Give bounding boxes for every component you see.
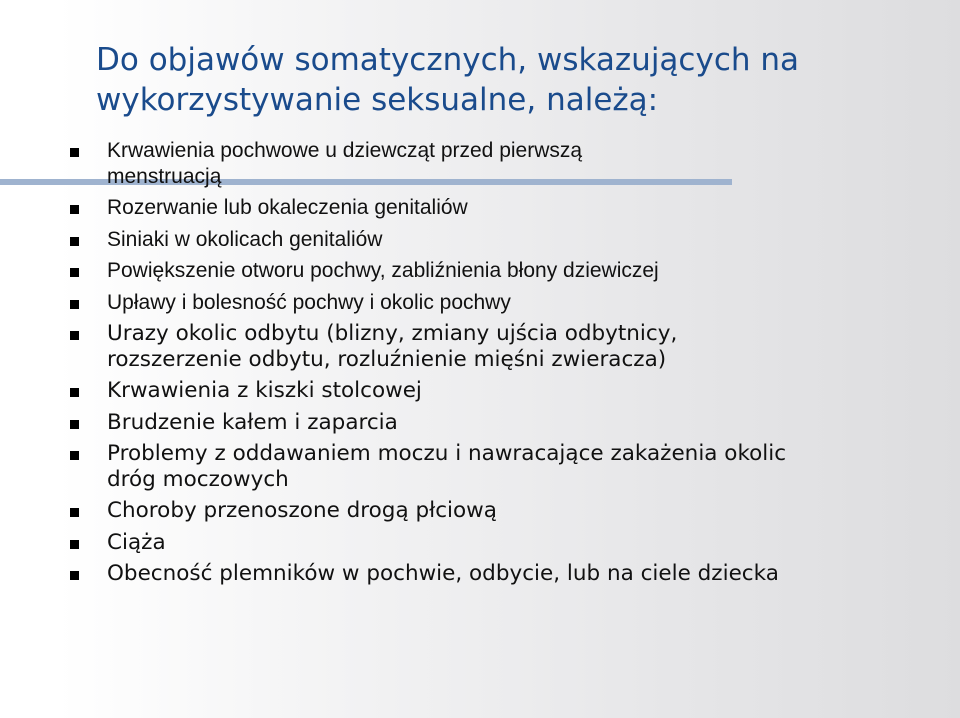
square-bullet-icon bbox=[70, 571, 79, 580]
bullet-item bbox=[70, 138, 930, 189]
slide-title-line-2: wykorzystywanie seksualne, należą: bbox=[96, 82, 659, 118]
bullet-text-line: Powiększenie otworu pochwy, zabliźnienia błony dziewiczej bbox=[107, 259, 659, 282]
bullet-text-line: Krwawienia z kiszki stolcowej bbox=[107, 378, 422, 403]
square-bullet-icon bbox=[70, 237, 79, 246]
bullet-text-line: rozszerzenie odbytu, rozluźnienie mięśni zwieracza) bbox=[107, 346, 667, 372]
bullet-text-line: Ciąża bbox=[107, 529, 166, 555]
bullet-text-line: Obecność plemników w pochwie, odbycie, lub na ciele dziecka bbox=[107, 561, 779, 586]
bullet-item bbox=[70, 410, 930, 436]
bullet-text-line: Upławy i bolesność pochwy i okolic pochwy bbox=[107, 290, 511, 314]
bullet-item bbox=[70, 290, 930, 316]
bullet-item bbox=[70, 441, 930, 492]
bullet-text-line: Urazy okolic odbytu (blizny, zmiany ujścia odbytnicy, bbox=[107, 321, 678, 346]
square-bullet-icon bbox=[70, 540, 79, 549]
slide-title-line-1: Do objawów somatycznych, wskazujących na bbox=[96, 42, 800, 78]
bullet-text-line: Rozerwanie lub okaleczenia genitaliów bbox=[107, 196, 468, 219]
bullet-text-line: Siniaki w okolicach genitaliów bbox=[107, 227, 383, 251]
bullet-list bbox=[70, 138, 930, 593]
bullet-text-line: menstruacją bbox=[107, 164, 222, 188]
bullet-item bbox=[70, 498, 930, 524]
bullet-item bbox=[70, 195, 930, 221]
bullet-item bbox=[70, 227, 930, 253]
bullet-item bbox=[70, 258, 930, 284]
square-bullet-icon bbox=[70, 300, 79, 309]
bullet-item bbox=[70, 530, 930, 556]
square-bullet-icon bbox=[70, 331, 79, 340]
slide-title bbox=[96, 40, 916, 120]
bullet-text-line: Problemy z oddawaniem moczu i nawracające zakażenia okolic bbox=[107, 441, 787, 466]
square-bullet-icon bbox=[70, 148, 79, 157]
bullet-text-line: Brudzenie kałem i zaparcia bbox=[107, 409, 398, 435]
bullet-text-line: Choroby przenoszone drogą płciową bbox=[107, 498, 497, 523]
square-bullet-icon bbox=[70, 205, 79, 214]
square-bullet-icon bbox=[70, 420, 79, 429]
bullet-item bbox=[70, 321, 930, 372]
bullet-text-line: dróg moczowych bbox=[107, 466, 289, 492]
bullet-item bbox=[70, 378, 930, 404]
square-bullet-icon bbox=[70, 451, 79, 460]
square-bullet-icon bbox=[70, 388, 79, 397]
square-bullet-icon bbox=[70, 508, 79, 517]
bullet-item bbox=[70, 561, 930, 587]
square-bullet-icon bbox=[70, 268, 79, 277]
bullet-text-line: Krwawienia pochwowe u dziewcząt przed pierwszą bbox=[107, 139, 583, 162]
